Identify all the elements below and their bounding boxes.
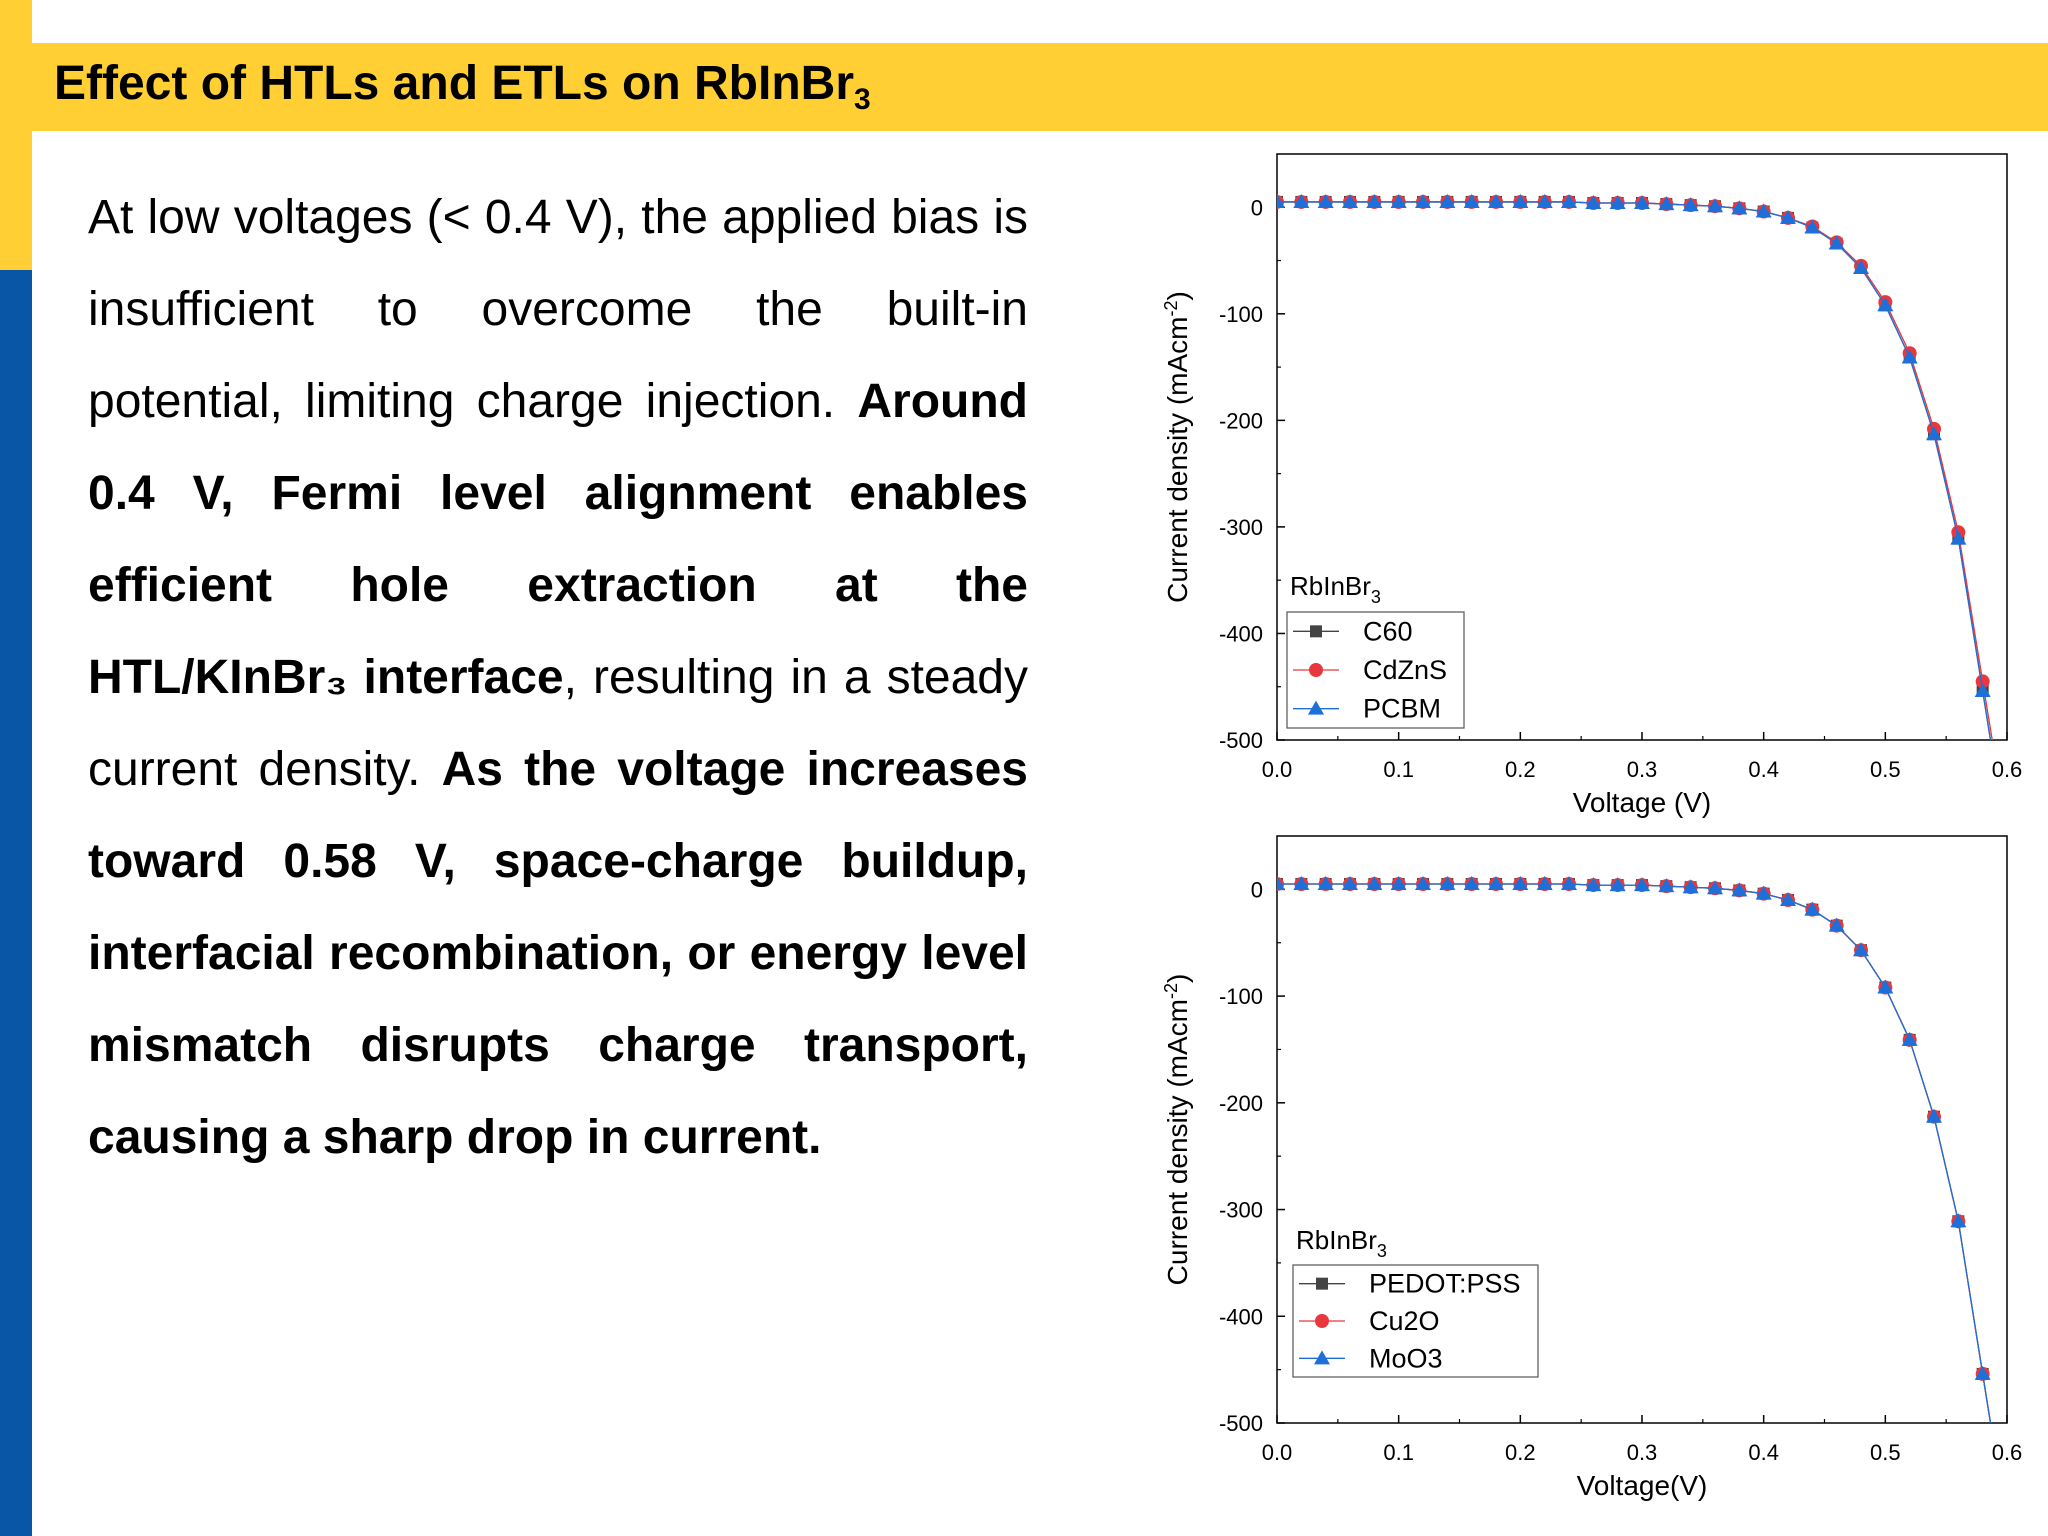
x-tick-label: 0.3 xyxy=(1626,757,1658,782)
x-tick-label: 0.2 xyxy=(1505,1440,1536,1465)
legend-label: C60 xyxy=(1363,616,1413,647)
y-tick-label: -300 xyxy=(1218,1197,1263,1223)
legend-title xyxy=(1290,571,1381,607)
left-accent-yellow xyxy=(0,0,32,270)
chart-bottom xyxy=(1150,822,2030,1522)
chart-bottom-svg xyxy=(1150,822,2030,1522)
legend-label: PEDOT:PSS xyxy=(1369,1268,1521,1299)
legend-marker xyxy=(1310,625,1322,637)
x-tick-label: 0.5 xyxy=(1870,757,1901,782)
y-tick-label: -100 xyxy=(1218,301,1263,327)
x-tick-label: 0.0 xyxy=(1261,757,1293,782)
y-tick-label: -100 xyxy=(1218,984,1263,1010)
legend-marker xyxy=(1315,1314,1329,1328)
left-accent-blue xyxy=(0,270,32,1536)
slide-title-subscript: 3 xyxy=(854,82,871,116)
legend-title-text: RbInBr xyxy=(1290,571,1371,601)
series-line xyxy=(1277,884,1997,1465)
slide-title xyxy=(54,56,871,116)
chart-top-svg xyxy=(1150,140,2030,830)
legend-marker xyxy=(1316,1278,1328,1290)
legend-title-text: RbInBr xyxy=(1296,1225,1377,1255)
x-tick-label: 0.6 xyxy=(1991,757,2023,782)
slide-title-text: Effect of HTLs and ETLs on RbInBr xyxy=(54,56,854,110)
legend-marker xyxy=(1309,663,1323,677)
x-axis-label: Voltage(V) xyxy=(1576,1470,1708,1501)
title-bar xyxy=(32,43,2048,131)
y-axis-label xyxy=(1161,974,1193,1286)
legend-label: MoO3 xyxy=(1369,1343,1443,1374)
x-tick-label: 0.1 xyxy=(1383,757,1414,782)
x-axis-label: Voltage (V) xyxy=(1572,787,1712,818)
x-tick-label: 0.5 xyxy=(1870,1440,1901,1465)
y-tick-label: -300 xyxy=(1218,514,1263,540)
y-tick-label: -500 xyxy=(1218,728,1263,753)
y-axis-label-sup: -2 xyxy=(1161,983,1181,1000)
body-text-bold-1: Around 0.4 V, Fermi level alignment enables efficient hole extraction at the HTL/KInBr₃ interface xyxy=(88,375,1028,704)
x-tick-label: 0.0 xyxy=(1261,1440,1293,1465)
x-tick-label: 0.6 xyxy=(1991,1440,2023,1465)
y-tick-label: -400 xyxy=(1218,621,1263,647)
x-tick-label: 0.4 xyxy=(1748,1440,1779,1465)
y-axis-label xyxy=(1161,291,1193,603)
y-axis-label-text: Current density (mAcm xyxy=(1162,999,1193,1286)
x-tick-label: 0.2 xyxy=(1505,757,1536,782)
body-text-bold-2: As the voltage increases toward 0.58 V, space-charge buildup, interfacial recombination, or energy level mismatch disrupts charge transport, causing a sharp drop in current. xyxy=(88,743,1028,1164)
legend-title xyxy=(1296,1225,1387,1261)
x-tick-label: 0.1 xyxy=(1383,1440,1414,1465)
legend-label: CdZnS xyxy=(1363,655,1448,685)
y-tick-label: 0 xyxy=(1250,195,1263,221)
y-tick-label: -200 xyxy=(1218,408,1263,434)
series-line xyxy=(1277,884,1997,1465)
y-axis-label-end: ) xyxy=(1162,291,1193,301)
y-tick-label: -200 xyxy=(1218,1090,1263,1116)
series-line xyxy=(1277,884,1997,1465)
y-axis-label-text: Current density (mAcm xyxy=(1162,316,1193,603)
body-text-intro: At low voltages (< 0.4 V), the applied bias is insufficient to overcome the built-in potential, limiting charge injection. xyxy=(88,191,1028,428)
legend-label: PCBM xyxy=(1363,693,1442,724)
x-tick-label: 0.4 xyxy=(1748,757,1779,782)
y-tick-label: -400 xyxy=(1218,1304,1263,1330)
y-axis-label-sup: -2 xyxy=(1161,300,1181,317)
y-axis-label-end: ) xyxy=(1162,973,1193,984)
legend-title-sub: 3 xyxy=(1376,1241,1387,1261)
legend-title-sub: 3 xyxy=(1370,587,1381,607)
y-tick-label: -500 xyxy=(1218,1411,1263,1436)
chart-top xyxy=(1150,140,2030,830)
body-text-middle: , resulting in a steady current density. xyxy=(88,651,1028,796)
body-paragraph xyxy=(88,172,1028,1184)
x-tick-label: 0.3 xyxy=(1626,1440,1658,1465)
legend-label: Cu2O xyxy=(1369,1306,1440,1336)
y-tick-label: 0 xyxy=(1250,877,1263,903)
